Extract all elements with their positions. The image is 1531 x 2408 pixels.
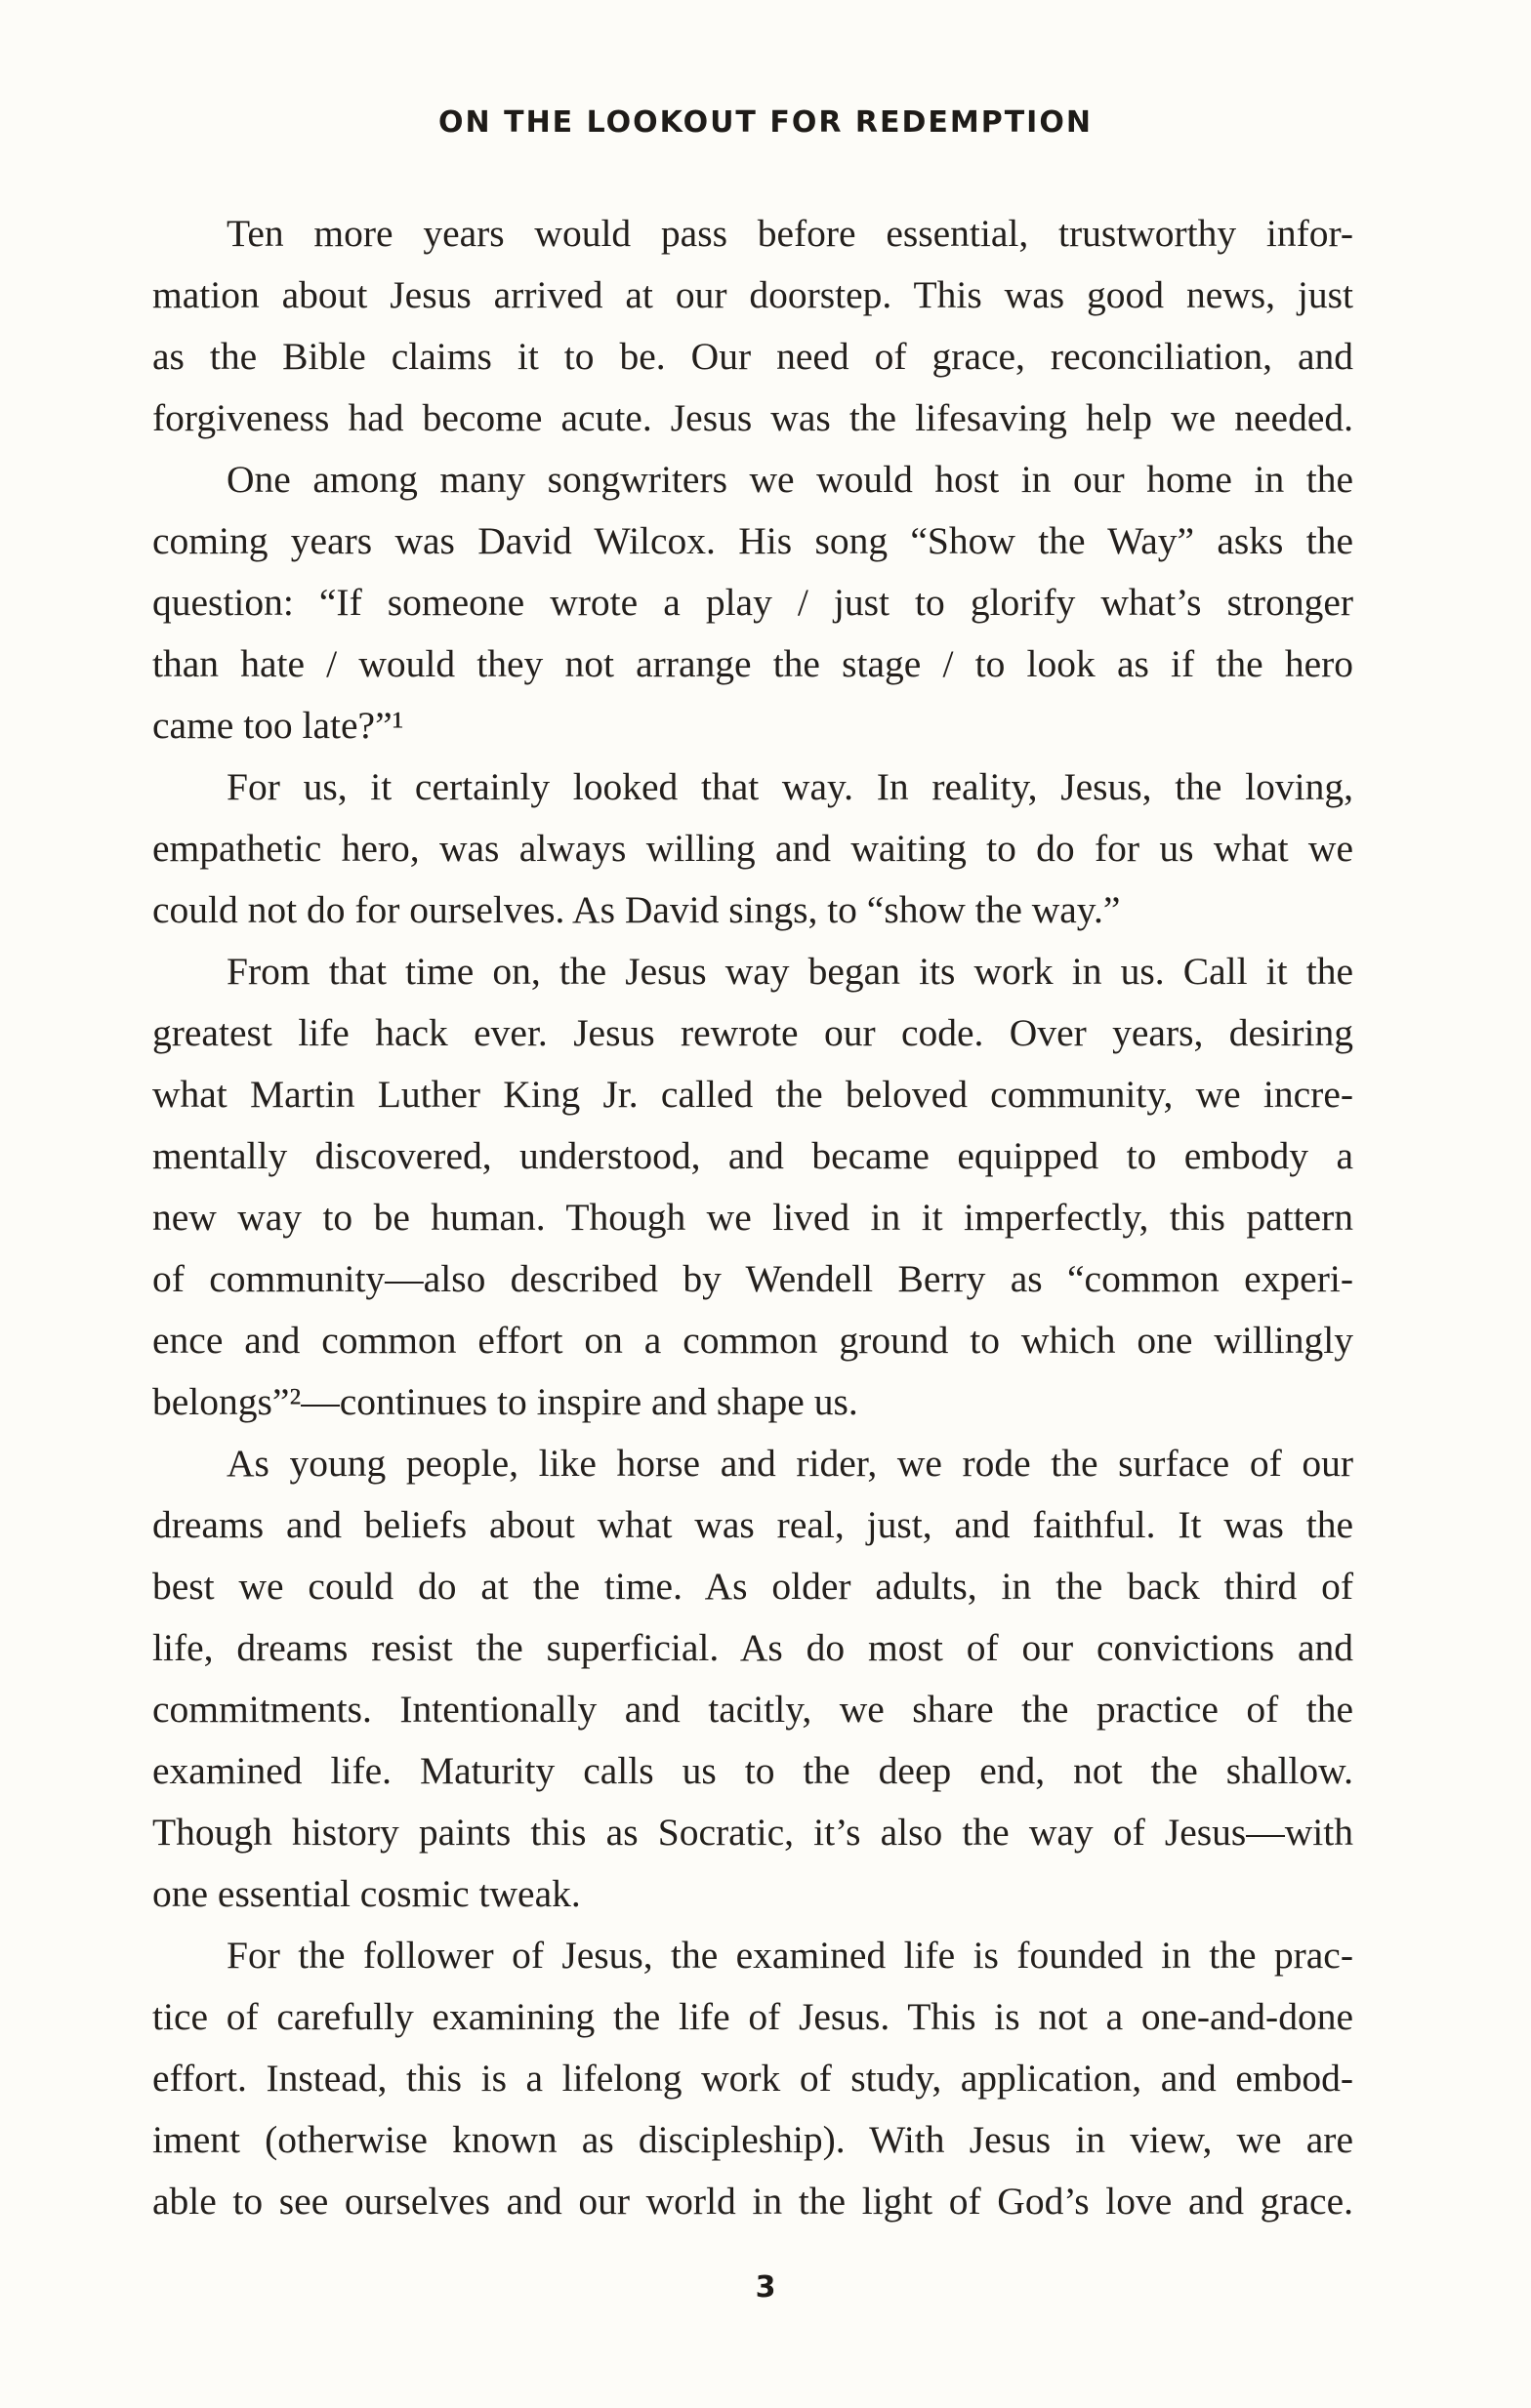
- text-line: mentally discovered, understood, and became equipped to embody a: [152, 1134, 1353, 1177]
- text-line: For the follower of Jesus, the examined life is founded in the prac-: [227, 1934, 1353, 1977]
- text-line: best we could do at the time. As older adults, in the back third of: [152, 1565, 1353, 1608]
- text-line: greatest life hack ever. Jesus rewrote our code. Over years, desiring: [152, 1011, 1353, 1054]
- text-line: From that time on, the Jesus way began its work in us. Call it the: [227, 950, 1353, 993]
- text-line: came too late?”¹: [152, 704, 404, 747]
- text-line: one essential cosmic tweak.: [152, 1872, 581, 1915]
- text-line: what Martin Luther King Jr. called the beloved community, we incre-: [152, 1073, 1353, 1116]
- text-line: belongs”²—continues to inspire and shape us.: [152, 1380, 858, 1423]
- text-line: commitments. Intentionally and tacitly, we share the practice of the: [152, 1688, 1353, 1731]
- text-line: dreams and beliefs about what was real, just, and faithful. It was the: [152, 1503, 1353, 1546]
- text-line: iment (otherwise known as discipleship). With Jesus in view, we are: [152, 2118, 1353, 2161]
- paragraph: [152, 1925, 1353, 2232]
- running-head: ON THE LOOKOUT FOR REDEMPTION: [438, 105, 1093, 140]
- text-line: forgiveness had become acute. Jesus was the lifesaving help we needed.: [152, 396, 1353, 439]
- page-number: 3: [755, 2270, 776, 2305]
- text-line: life, dreams resist the superficial. As do most of our convictions and: [152, 1626, 1353, 1669]
- text-line: examined life. Maturity calls us to the deep end, not the shallow.: [152, 1749, 1353, 1792]
- text-line: question: “If someone wrote a play / just to glorify what’s stronger: [152, 581, 1353, 624]
- text-line: effort. Instead, this is a lifelong work of study, application, and embod-: [152, 2057, 1353, 2100]
- text-line: as the Bible claims it to be. Our need of grace, reconciliation, and: [152, 335, 1353, 378]
- text-line: Though history paints this as Socratic, it’s also the way of Jesus—with: [152, 1811, 1353, 1854]
- text-line: tice of carefully examining the life of Jesus. This is not a one-and-done: [152, 1995, 1353, 2038]
- paragraph: [152, 756, 1353, 941]
- paragraph: [152, 203, 1353, 449]
- text-line: empathetic hero, was always willing and waiting to do for us what we: [152, 827, 1353, 870]
- text-line: than hate / would they not arrange the stage / to look as if the hero: [152, 642, 1353, 685]
- text-line: able to see ourselves and our world in the light of God’s love and grace.: [152, 2180, 1353, 2223]
- text-line: new way to be human. Though we lived in it imperfectly, this pattern: [152, 1196, 1353, 1239]
- text-line: As young people, like horse and rider, we rode the surface of our: [227, 1442, 1353, 1485]
- text-line: For us, it certainly looked that way. In reality, Jesus, the loving,: [227, 765, 1353, 808]
- text-line: coming years was David Wilcox. His song “Show the Way” asks the: [152, 519, 1353, 562]
- paragraph: [152, 941, 1353, 1433]
- text-line: mation about Jesus arrived at our doorstep. This was good news, just: [152, 273, 1353, 316]
- text-line: could not do for ourselves. As David sings, to “show the way.”: [152, 888, 1121, 931]
- text-line: One among many songwriters we would host in our home in the: [227, 458, 1353, 501]
- paragraph: [152, 1433, 1353, 1925]
- text-line: Ten more years would pass before essential, trustworthy infor-: [227, 212, 1353, 255]
- text-line: of community—also described by Wendell Berry as “common experi-: [152, 1257, 1353, 1300]
- text-line: ence and common effort on a common ground to which one willingly: [152, 1319, 1353, 1362]
- paragraph: [152, 449, 1353, 756]
- body-text: [152, 203, 1353, 2232]
